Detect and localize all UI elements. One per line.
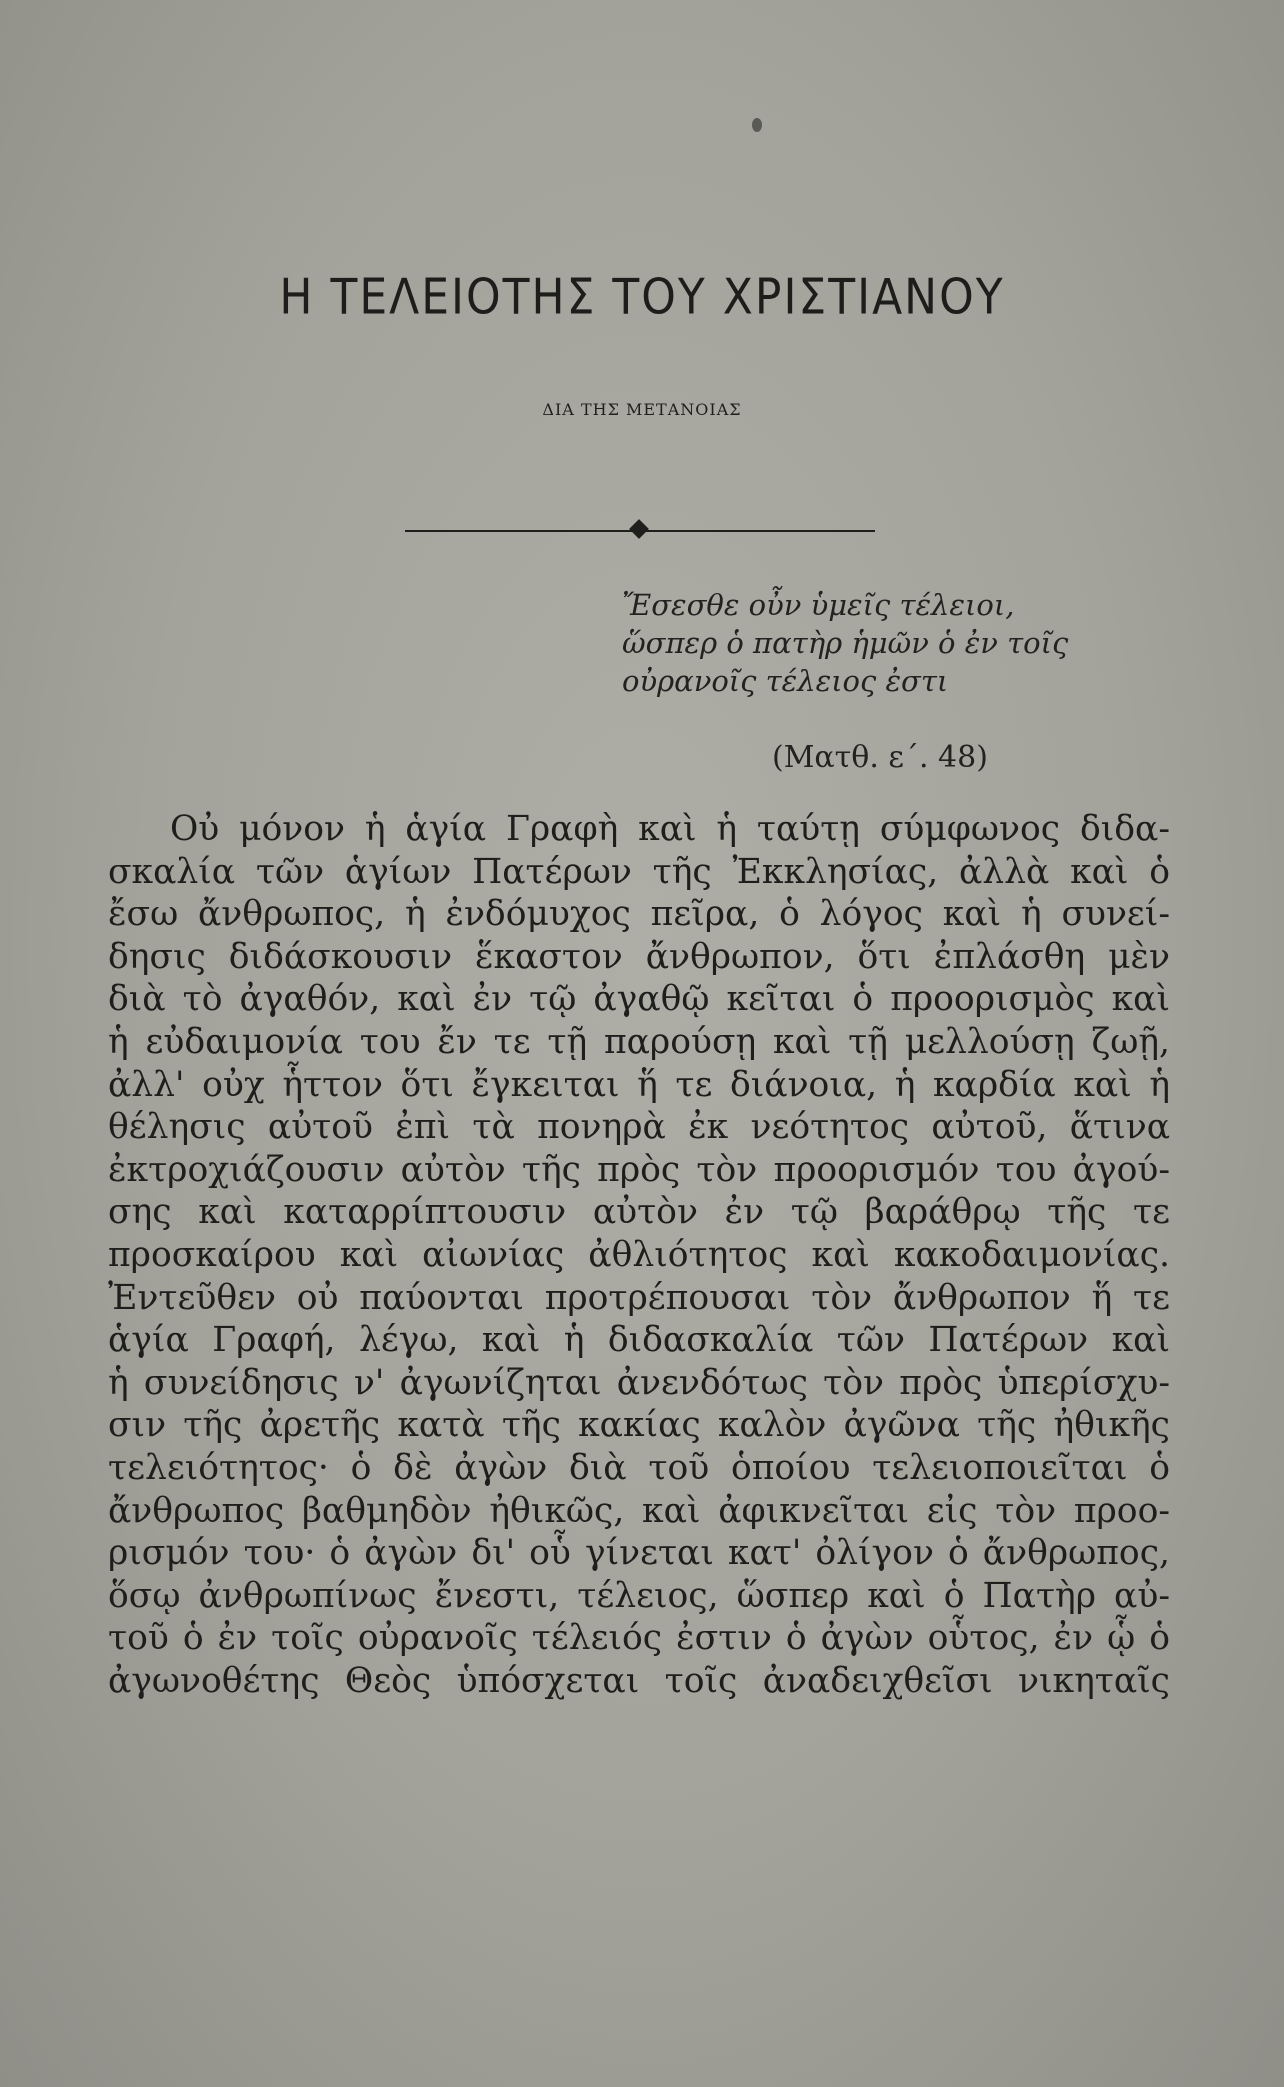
text-line: ἄνθρωπος βαθμηδὸν ἠθικῶς, καὶ ἀφικνεῖται εἰς τὸν προο- [108, 1490, 1170, 1531]
epigraph-line: Ἔσεσθε οὖν ὑμεῖς τέλειοι, [622, 588, 1015, 622]
epigraph-line: οὐρανοῖς τέλειος ἐστι [622, 664, 949, 698]
text-line: ὅσῳ ἀνθρωπίνως ἔνεστι, τέλειος, ὥσπερ καὶ ὁ Πατὴρ αὐ- [108, 1575, 1170, 1616]
text-line: ἡ συνείδησις ν' ἀγωνίζηται ἀνενδότως τὸν πρὸς ὑπερίσχυ- [108, 1362, 1170, 1403]
epigraph-citation: (Ματθ. ε΄. 48) [772, 740, 988, 775]
text-line: τοῦ ὁ ἐν τοῖς οὐρανοῖς τέλειός ἐστιν ὁ ἀγὼν οὗτος, ἐν ᾧ ὁ [108, 1618, 1170, 1659]
ink-spot [752, 118, 762, 132]
text-line: ἔσω ἄνθρωπος, ἡ ἐνδόμυχος πεῖρα, ὁ λόγος καὶ ἡ συνεί- [108, 894, 1170, 935]
text-line: Ἐντεῦθεν οὐ παύονται προτρέπουσαι τὸν ἄνθρωπον ἥ τε [108, 1277, 1170, 1318]
text-line: ἁγία Γραφή, λέγω, καὶ ἡ διδασκαλία τῶν Πατέρων καὶ [108, 1320, 1170, 1361]
body-paragraph [108, 808, 1170, 1702]
text-line: ἐκτροχιάζουσιν αὐτὸν τῆς πρὸς τὸν προορισμόν του ἀγού- [108, 1149, 1170, 1190]
text-line: τελειότητος· ὁ δὲ ἀγὼν διὰ τοῦ ὁποίου τελειοποιεῖται ὁ [108, 1447, 1170, 1488]
epigraph [622, 586, 1182, 700]
text-line: σης καὶ καταρρίπτουσιν αὐτὸν ἐν τῷ βαράθρῳ τῆς τε [108, 1192, 1170, 1233]
chapter-subtitle: ΔΙΑ ΤΗΣ ΜΕΤΑΝΟΙΑΣ [542, 400, 742, 419]
text-line: διὰ τὸ ἀγαθόν, καὶ ἐν τῷ ἀγαθῷ κεῖται ὁ προορισμὸς καὶ [108, 979, 1170, 1020]
text-line: σιν τῆς ἀρετῆς κατὰ τῆς κακίας καλὸν ἀγῶνα τῆς ἠθικῆς [108, 1405, 1170, 1446]
divider-diamond-ornament [629, 519, 649, 539]
text-line: δησις διδάσκουσιν ἕκαστον ἄνθρωπον, ὅτι ἐπλάσθη μὲν [108, 936, 1170, 977]
chapter-title: Η ΤΕΛΕΙΟΤΗΣ ΤΟΥ ΧΡΙΣΤΙΑΝΟΥ [279, 268, 1005, 327]
text-line: σκαλία τῶν ἁγίων Πατέρων τῆς Ἐκκλησίας, ἀλλὰ καὶ ὁ [108, 851, 1170, 892]
text-line: ἀλλ' οὐχ ἧττον ὅτι ἔγκειται ἥ τε διάνοια, ἡ καρδία καὶ ἡ [108, 1064, 1170, 1105]
text-line: Οὐ μόνον ἡ ἁγία Γραφὴ καὶ ἡ ταύτῃ σύμφωνος διδα- [170, 809, 1170, 849]
epigraph-line: ὥσπερ ὁ πατὴρ ἡμῶν ὁ ἐν τοῖς [622, 626, 1069, 660]
text-line: ρισμόν του· ὁ ἀγὼν δι' οὗ γίνεται κατ' ὀλίγον ὁ ἄνθρωπος, [108, 1533, 1170, 1574]
text-line: θέλησις αὐτοῦ ἐπὶ τὰ πονηρὰ ἐκ νεότητος αὐτοῦ, ἅτινα [108, 1107, 1170, 1148]
text-line: προσκαίρου καὶ αἰωνίας ἀθλιότητος καὶ κακοδαιμονίας. [108, 1234, 1170, 1275]
text-line: ἡ εὐδαιμονία του ἔν τε τῇ παρούσῃ καὶ τῇ μελλούσῃ ζωῇ, [108, 1021, 1170, 1062]
text-line: ἀγωνοθέτης Θεὸς ὑπόσχεται τοῖς ἀναδειχθεῖσι νικηταῖς [108, 1660, 1170, 1701]
